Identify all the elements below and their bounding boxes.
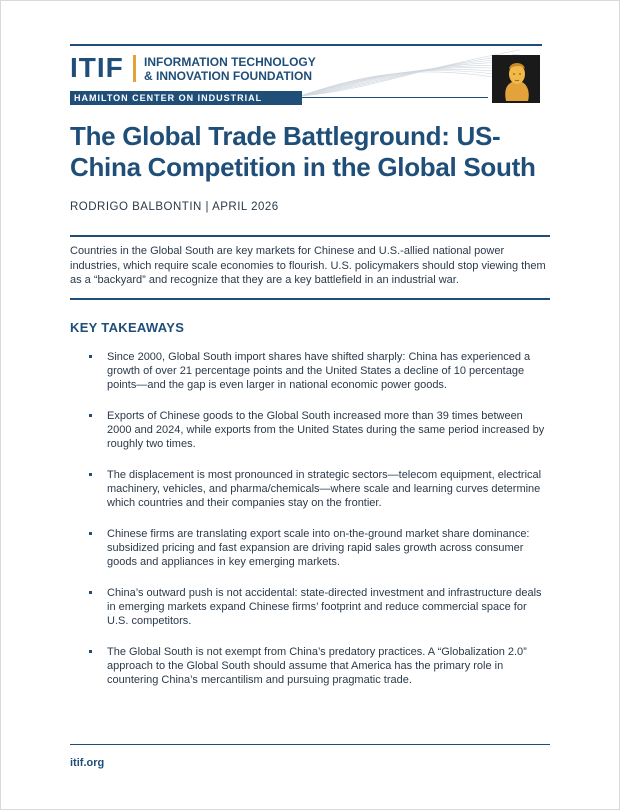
summary-top-rule <box>70 235 550 237</box>
bullet-icon <box>89 650 92 653</box>
bullet-icon <box>89 414 92 417</box>
takeaway-text: Chinese firms are translating export scale into on-the-ground market share dominance: subsidized pricing and fast expansion are driving rapid sales growth across consumer goods and appliances in key emerging markets. <box>107 528 530 568</box>
bullet-icon <box>89 355 92 358</box>
hamilton-center-banner: HAMILTON CENTER ON INDUSTRIAL STRATEGY <box>70 91 302 105</box>
banner-rule <box>302 97 488 98</box>
takeaway-text: Since 2000, Global South import shares have shifted sharply: China has experienced a growth of over 21 percentage points and the United States a decline of 10 percentage points—and the gap is even larger in national economic power goods. <box>107 351 531 391</box>
takeaway-item <box>89 645 549 687</box>
byline: RODRIGO BALBONTIN | APRIL 2026 <box>70 201 279 213</box>
header-top-rule <box>70 44 542 46</box>
decorative-swoosh-lines <box>300 48 520 98</box>
takeaway-item <box>89 586 549 628</box>
logo-accent-bar <box>133 55 136 82</box>
org-name-line1: INFORMATION TECHNOLOGY <box>144 55 316 69</box>
takeaway-item <box>89 468 549 510</box>
takeaway-text: The displacement is most pronounced in strategic sectors—telecom equipment, electrical machinery, vehicles, and pharma/chemicals—where scale and learning curves determine which countries and their companies stay on the frontier. <box>107 469 542 509</box>
takeaway-text: Exports of Chinese goods to the Global South increased more than 39 times between 2000 and 2024, while exports from the United States during the same period increased by roughly two times. <box>107 410 545 450</box>
bullet-icon <box>89 591 92 594</box>
itif-logo[interactable]: ITIF <box>70 52 124 83</box>
report-title: The Global Trade Battleground: US-China Competition in the Global South <box>70 121 536 182</box>
key-takeaways-list <box>89 350 549 704</box>
bullet-icon <box>89 532 92 535</box>
takeaway-text: China’s outward push is not accidental: state-directed investment and infrastructure deals in emerging markets expand Chinese firms’ footprint and reduce commercial space for U.S. competitors. <box>107 587 542 627</box>
summary-paragraph: Countries in the Global South are key markets for Chinese and U.S.-allied national power industries, which require scale economies to flourish. U.S. policymakers should stop viewing them as a “backyard” and recognize that they are a key battlefield in an industrial war. <box>70 245 546 286</box>
bullet-icon <box>89 473 92 476</box>
key-takeaways-heading: KEY TAKEAWAYS <box>70 320 185 335</box>
footer-website-link[interactable]: itif.org <box>70 757 105 769</box>
takeaway-item <box>89 527 549 569</box>
summary-bottom-rule <box>70 298 550 300</box>
takeaway-item <box>89 350 549 392</box>
takeaway-text: The Global South is not exempt from China’s predatory practices. A “Globalization 2.0” approach to the Global South should assume that America has the primary role in countering China’s mercantilism and pursuing pragmatic trade. <box>107 646 527 686</box>
footer-rule <box>70 744 550 745</box>
takeaway-item <box>89 409 549 451</box>
org-name-line2: & INNOVATION FOUNDATION <box>144 69 312 83</box>
hamilton-portrait-logo <box>492 55 540 103</box>
